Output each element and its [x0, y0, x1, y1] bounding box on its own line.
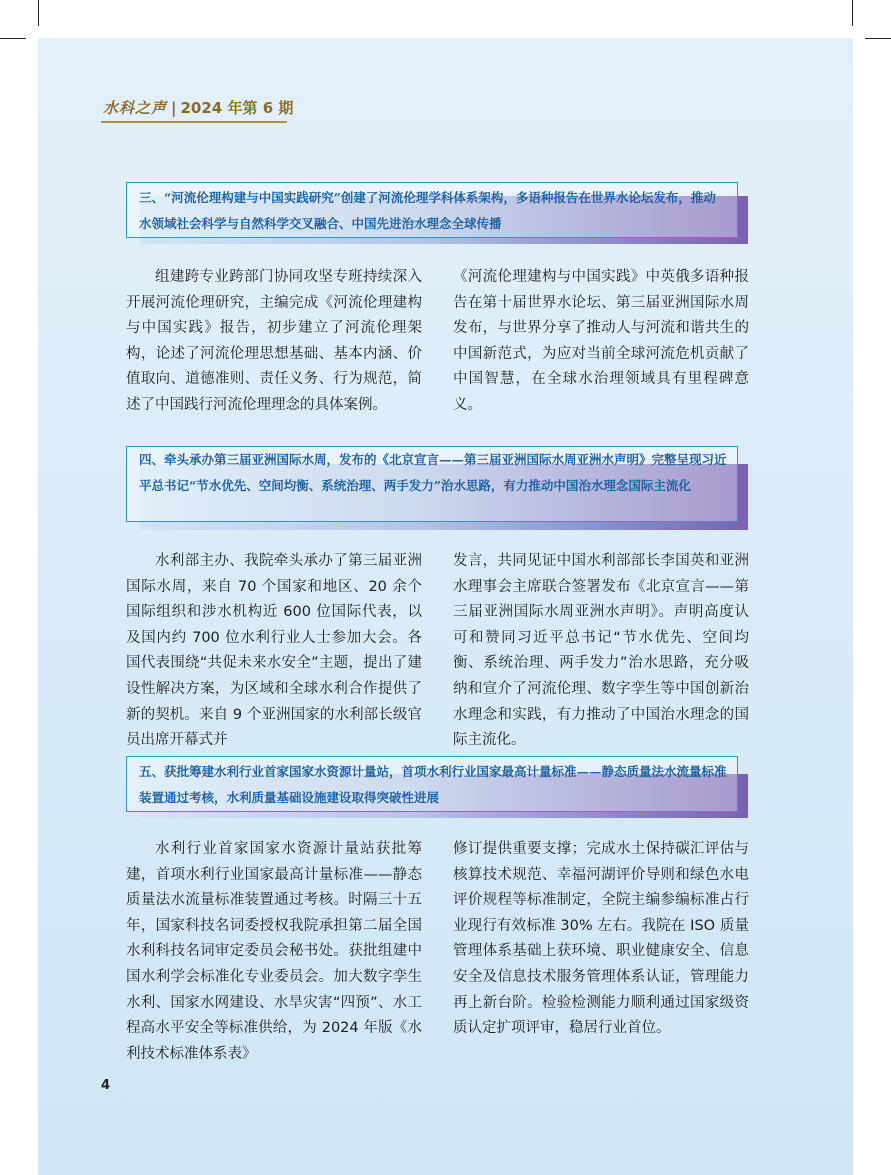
section-3-title-box	[126, 182, 738, 238]
section-4-right-paragraph: 发言，共同见证中国水利部部长李国英和亚洲水理事会主席联合签署发布《北京宣言——第三届亚洲国际水周亚洲水声明》。声明高度认可和赞同习近平总书记“节水优先、空间均衡、系统治理、两手发力”治水思路，充分吸纳和宣介了河流伦理、数字孪生等中国创新治水理念和实践，有力推动了中国治水理念的国际主流化。	[453, 553, 749, 749]
section-3-left-paragraph: 组建跨专业跨部门协同攻坚专班持续深入开展河流伦理研究，主编完成《河流伦理建构与中国实践》报告，初步建立了河流伦理架构，论述了河流伦理思想基础、基本内涵、价值取向、道德准则、责任义务、行为规范，简述了中国践行河流伦理理念的具体案例。	[126, 269, 422, 413]
section-5-left-column	[126, 837, 422, 1067]
page-number: 4	[101, 1078, 111, 1093]
journal-brand: 水科之声	[103, 99, 168, 117]
header-separator: |	[171, 99, 177, 117]
issue-label: 2024 年第 6 期	[180, 99, 294, 117]
section-5-left-paragraph: 水利行业首家国家水资源计量站获批筹建，首项水利行业国家最高计量标准——静态质量法水流量标准装置通过考核。时隔三十五年，国家科技名词委授权我院承担第二届全国水利科技名词审定委员会秘书处。获批组建中国水利学会标准化专业委员会。加大数字孪生水利、国家水网建设、水旱灾害“四预”、水工程高水平安全等标准供给，为 2024 年版《水利技术标准体系表》	[126, 841, 422, 1062]
section-5-right-paragraph: 修订提供重要支撑；完成水土保持碳汇评估与核算技术规范、幸福河湖评价导则和绿色水电评价规程等标准制定，全院主编参编标准占行业现行有效标准 30% 左右。我院在 ISO 质量管理体系基础上获环境、职业健康安全、信息安全及信息技术服务管理体系认证，管理能力再上新台阶。检验检测能力顺利通过国家级资质认定扩项评审，稳居行业首位。	[453, 841, 749, 1037]
header-underline	[101, 121, 287, 123]
section-3-title: 三、“河流伦理构建与中国实践研究”创建了河流伦理学科体系架构，多语种报告在世界水论坛发布，推动水领域社会科学与自然科学交叉融合、中国先进治水理念全球传播	[139, 190, 716, 231]
journal-header	[101, 96, 294, 120]
section-4-title: 四、牵头承办第三届亚洲国际水周，发布的《北京宣言——第三届亚洲国际水周亚洲水声明》完整呈现习近平总书记“节水优先、空间均衡、系统治理、两手发力”治水思路，有力推动中国治水理念国际主流化	[139, 452, 727, 493]
section-5-title-box	[126, 756, 738, 812]
section-3-right-paragraph: 《河流伦理建构与中国实践》中英俄多语种报告在第十届世界水论坛、第三届亚洲国际水周发布，与世界分享了推动人与河流和谐共生的中国新范式，为应对当前全球河流危机贡献了中国智慧，在全球水治理领域具有里程碑意义。	[453, 269, 749, 413]
section-4-left-column	[126, 549, 422, 754]
header-text	[103, 97, 293, 118]
section-4-title-box	[126, 446, 738, 522]
crop-mark-top-right-h	[865, 38, 891, 39]
section-3-right-column	[453, 265, 749, 419]
section-5-title: 五、获批筹建水利行业首家国家水资源计量站，首项水利行业国家最高计量标准——静态质量法水流量标准装置通过考核，水利质量基础设施建设取得突破性进展	[139, 764, 727, 805]
section-4-right-column	[453, 549, 749, 754]
crop-mark-top-right-v	[852, 0, 853, 26]
section-5-right-column	[453, 837, 749, 1042]
crop-mark-top-left-v	[38, 0, 39, 26]
crop-mark-top-left-h	[0, 38, 26, 39]
section-3-left-column	[126, 265, 422, 419]
section-4-left-paragraph: 水利部主办、我院牵头承办了第三届亚洲国际水周，来自 70 个国家和地区、20 余个国际组织和涉水机构近 600 位国际代表，以及国内约 700 位水利行业人士参加大会。各国代表围绕“共促未来水安全”主题，提出了建设性解决方案，为区域和全球水利合作提供了新的契机。来自 9 个亚洲国家的水利部长级官员出席开幕式并	[126, 553, 422, 749]
